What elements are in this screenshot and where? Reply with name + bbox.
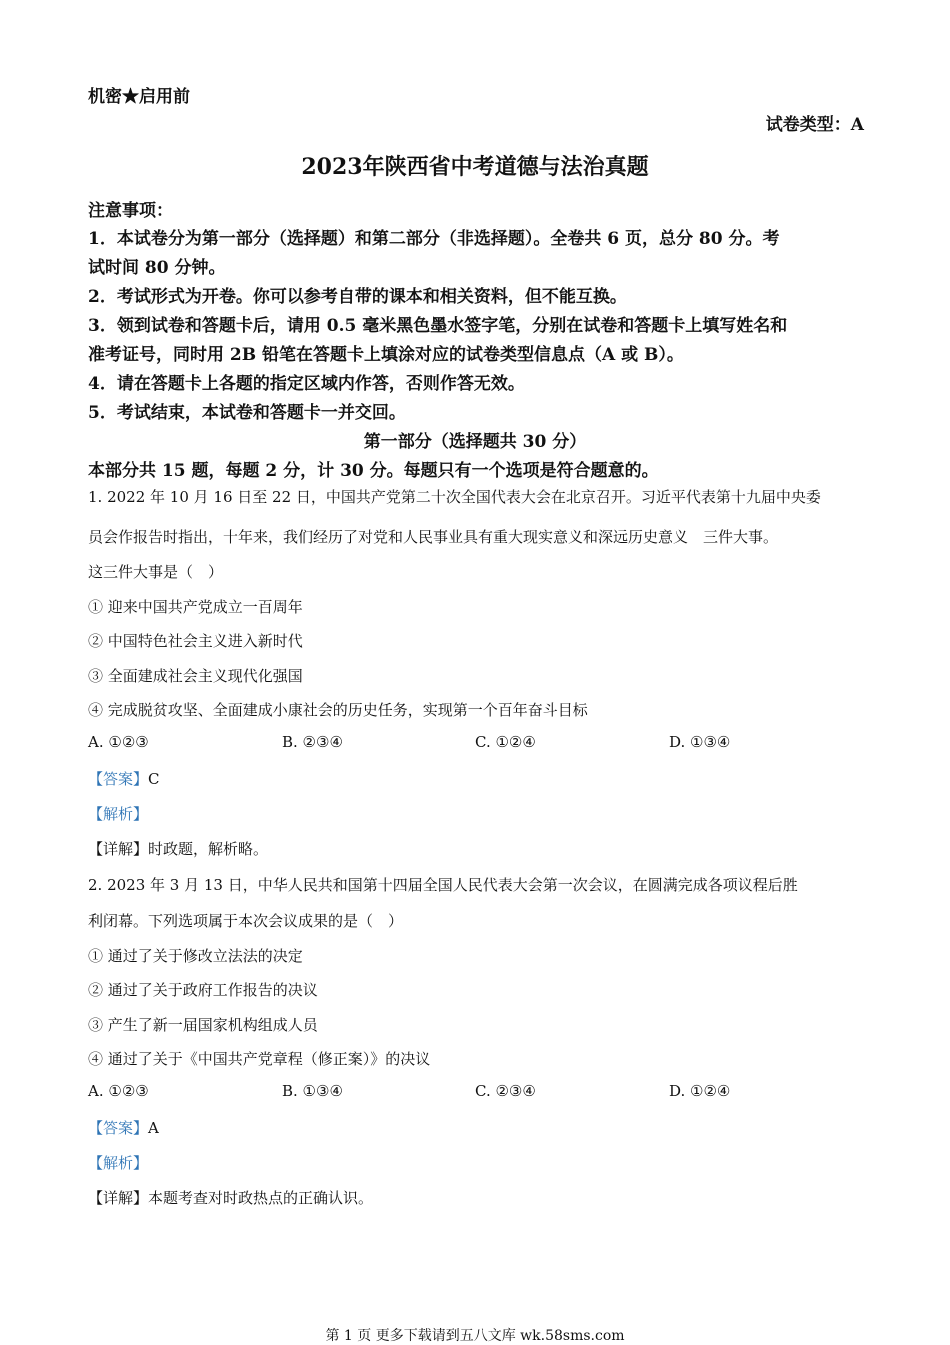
q1-statement-2: ② 中国特色社会主义进入新时代	[88, 632, 303, 650]
q2-option-b: B. ①③④	[282, 1082, 343, 1100]
q2-statement-4: ④ 通过了关于《中国共产党章程（修正案）》的决议	[88, 1050, 431, 1068]
note-item-5: 5．考试结束，本试卷和答题卡一并交回。	[88, 403, 406, 423]
q1-answer-value: C	[148, 770, 160, 788]
q1-option-c: C. ①②④	[475, 733, 536, 751]
paper-type-label: 试卷类型：A	[765, 115, 864, 135]
q2-statement-1: ① 通过了关于修改立法法的决定	[88, 947, 303, 965]
q2-analysis-tag: 【解析】	[88, 1154, 149, 1172]
note-item-3-cont: 准考证号，同时用 2B 铅笔在答题卡上填涂对应的试卷类型信息点（A 或 B）。	[88, 345, 684, 365]
note-item-2: 2．考试形式为开卷。你可以参考自带的课本和相关资料，但不能互换。	[88, 287, 627, 307]
q2-detail-tag: 【详解】	[88, 1189, 149, 1207]
q2-option-c: C. ②③④	[475, 1082, 536, 1100]
q2-answer	[88, 1117, 159, 1138]
notes-heading: 注意事项：	[88, 201, 173, 221]
secret-label: 机密★启用前	[88, 87, 190, 107]
q1-statement-4: ④ 完成脱贫攻坚、全面建成小康社会的历史任务，实现第一个百年奋斗目标	[88, 701, 588, 719]
q2-statement-3: ③ 产生了新一届国家机构组成人员	[88, 1016, 318, 1034]
q1-stem-line2: 员会作报告时指出，十年来，我们经历了对党和人民事业具有重大现实意义和深远历史意义 三件大事。	[88, 528, 779, 546]
q2-detail-text: 本题考查对时政热点的正确认识。	[148, 1189, 374, 1207]
page-footer: 第 1 页 更多下载请到五八文库 wk.58sms.com	[325, 1328, 625, 1344]
note-item-1: 1．本试卷分为第一部分（选择题）和第二部分（非选择题）。全卷共 6 页，总分 80 分。考	[88, 229, 780, 249]
q1-stem-line3: 这三件大事是（ ）	[88, 563, 224, 581]
q2-option-d: D. ①②④	[669, 1082, 731, 1100]
note-item-3: 3．领到试卷和答题卡后，请用 0.5 毫米黑色墨水签字笔，分别在试卷和答题卡上填写姓名和	[88, 316, 788, 336]
note-item-4: 4．请在答题卡上各题的指定区域内作答，否则作答无效。	[88, 374, 525, 394]
q2-answer-tag: 【答案】	[88, 1119, 149, 1137]
q1-statement-3: ③ 全面建成社会主义现代化强国	[88, 667, 303, 685]
q1-statement-1: ① 迎来中国共产党成立一百周年	[88, 598, 303, 616]
q1-stem-line1: 1. 2022 年 10 月 16 日至 22 日，中国共产党第二十次全国代表大会在北京召开。习近平代表第十九届中央委	[88, 488, 821, 506]
q2-option-a: A. ①②③	[88, 1082, 149, 1100]
q2-detail	[88, 1187, 373, 1208]
q1-option-d: D. ①③④	[669, 733, 731, 751]
page-title: 2023年陕西省中考道德与法治真题	[301, 154, 649, 180]
q1-detail-tag: 【详解】	[88, 840, 149, 858]
q2-statement-2: ② 通过了关于政府工作报告的决议	[88, 981, 318, 999]
q2-answer-value: A	[148, 1119, 159, 1137]
part1-intro: 本部分共 15 题，每题 2 分，计 30 分。每题只有一个选项是符合题意的。	[88, 461, 659, 481]
q1-answer	[88, 768, 160, 789]
q1-analysis-tag: 【解析】	[88, 805, 149, 823]
note-item-1-cont: 试时间 80 分钟。	[88, 258, 226, 278]
q1-answer-tag: 【答案】	[88, 770, 149, 788]
q2-stem-line2: 利闭幕。下列选项属于本次会议成果的是（ ）	[88, 912, 404, 930]
q1-option-b: B. ②③④	[282, 733, 343, 751]
q2-stem-line1: 2. 2023 年 3 月 13 日，中华人民共和国第十四届全国人民代表大会第一次会议，在圆满完成各项议程后胜	[88, 876, 798, 894]
q1-detail	[88, 838, 268, 859]
q1-option-a: A. ①②③	[88, 733, 149, 751]
q1-detail-text: 时政题，解析略。	[148, 840, 269, 858]
part1-heading: 第一部分（选择题共 30 分）	[363, 432, 587, 452]
